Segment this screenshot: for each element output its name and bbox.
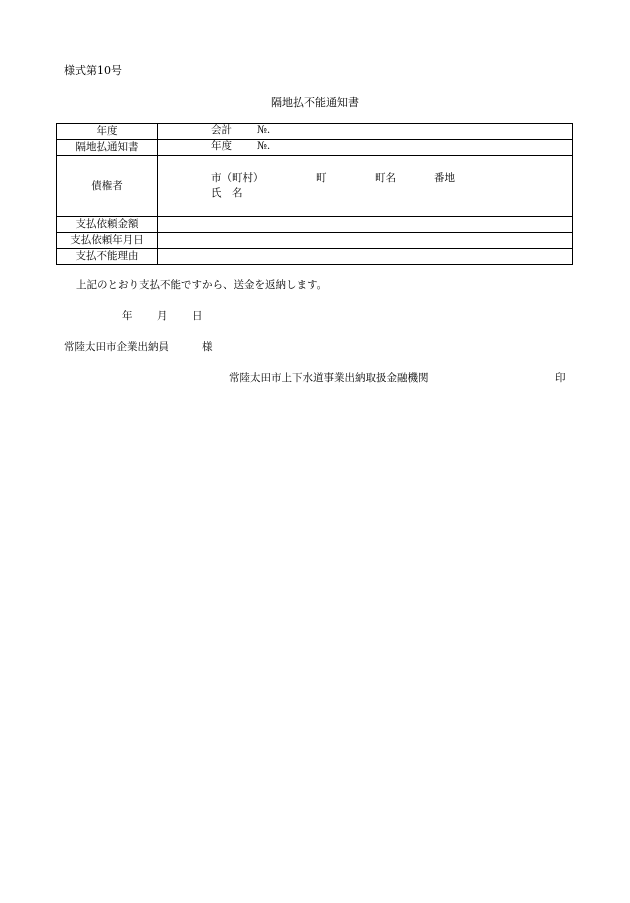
text-number-mark: №. [257, 140, 271, 152]
document-title: 隔地払不能通知書 [271, 96, 359, 109]
seal-mark: 印 [555, 372, 566, 384]
text-name: 氏 名 [211, 187, 243, 199]
text-banchi: 番地 [434, 172, 455, 184]
text-kaikei: 会計 [211, 124, 232, 136]
value-request-date [158, 233, 573, 249]
label-reason: 支払不能理由 [57, 249, 158, 265]
date-day: 日 [192, 310, 203, 322]
text-town: 町 [316, 172, 327, 184]
date-year: 年 [122, 310, 133, 322]
recipient-name: 常陸太田市企業出納員 [64, 341, 169, 353]
table-row-reason [57, 249, 573, 265]
label-amount: 支払依頼金額 [57, 217, 158, 233]
text-city: 市（町村） [211, 172, 264, 184]
value-notice [158, 140, 573, 156]
label-creditor: 債権者 [57, 156, 158, 217]
label-request-date: 支払依頼年月日 [57, 233, 158, 249]
value-reason [158, 249, 573, 265]
text-nendo: 年度 [211, 140, 232, 152]
label-fiscal-year: 年度 [57, 124, 158, 140]
value-fiscal-year [158, 124, 573, 140]
text-number-mark: №. [257, 124, 271, 136]
table-row-request-date [57, 233, 573, 249]
table-row-creditor [57, 156, 573, 217]
value-amount [158, 217, 573, 233]
text-town-name: 町名 [375, 172, 396, 184]
notice-table [56, 123, 573, 265]
recipient-honorific: 様 [202, 341, 213, 353]
table-row-amount [57, 217, 573, 233]
statement-text: 上記のとおり支払不能ですから、送金を返納します。 [76, 279, 328, 291]
issuer-name: 常陸太田市上下水道事業出納取扱金融機関 [229, 372, 429, 384]
label-notice: 隔地払通知書 [57, 140, 158, 156]
value-creditor [158, 156, 573, 217]
date-month: 月 [157, 310, 168, 322]
table-row-fiscal-year [57, 124, 573, 140]
table-row-notice [57, 140, 573, 156]
form-number: 様式第10号 [64, 64, 122, 77]
